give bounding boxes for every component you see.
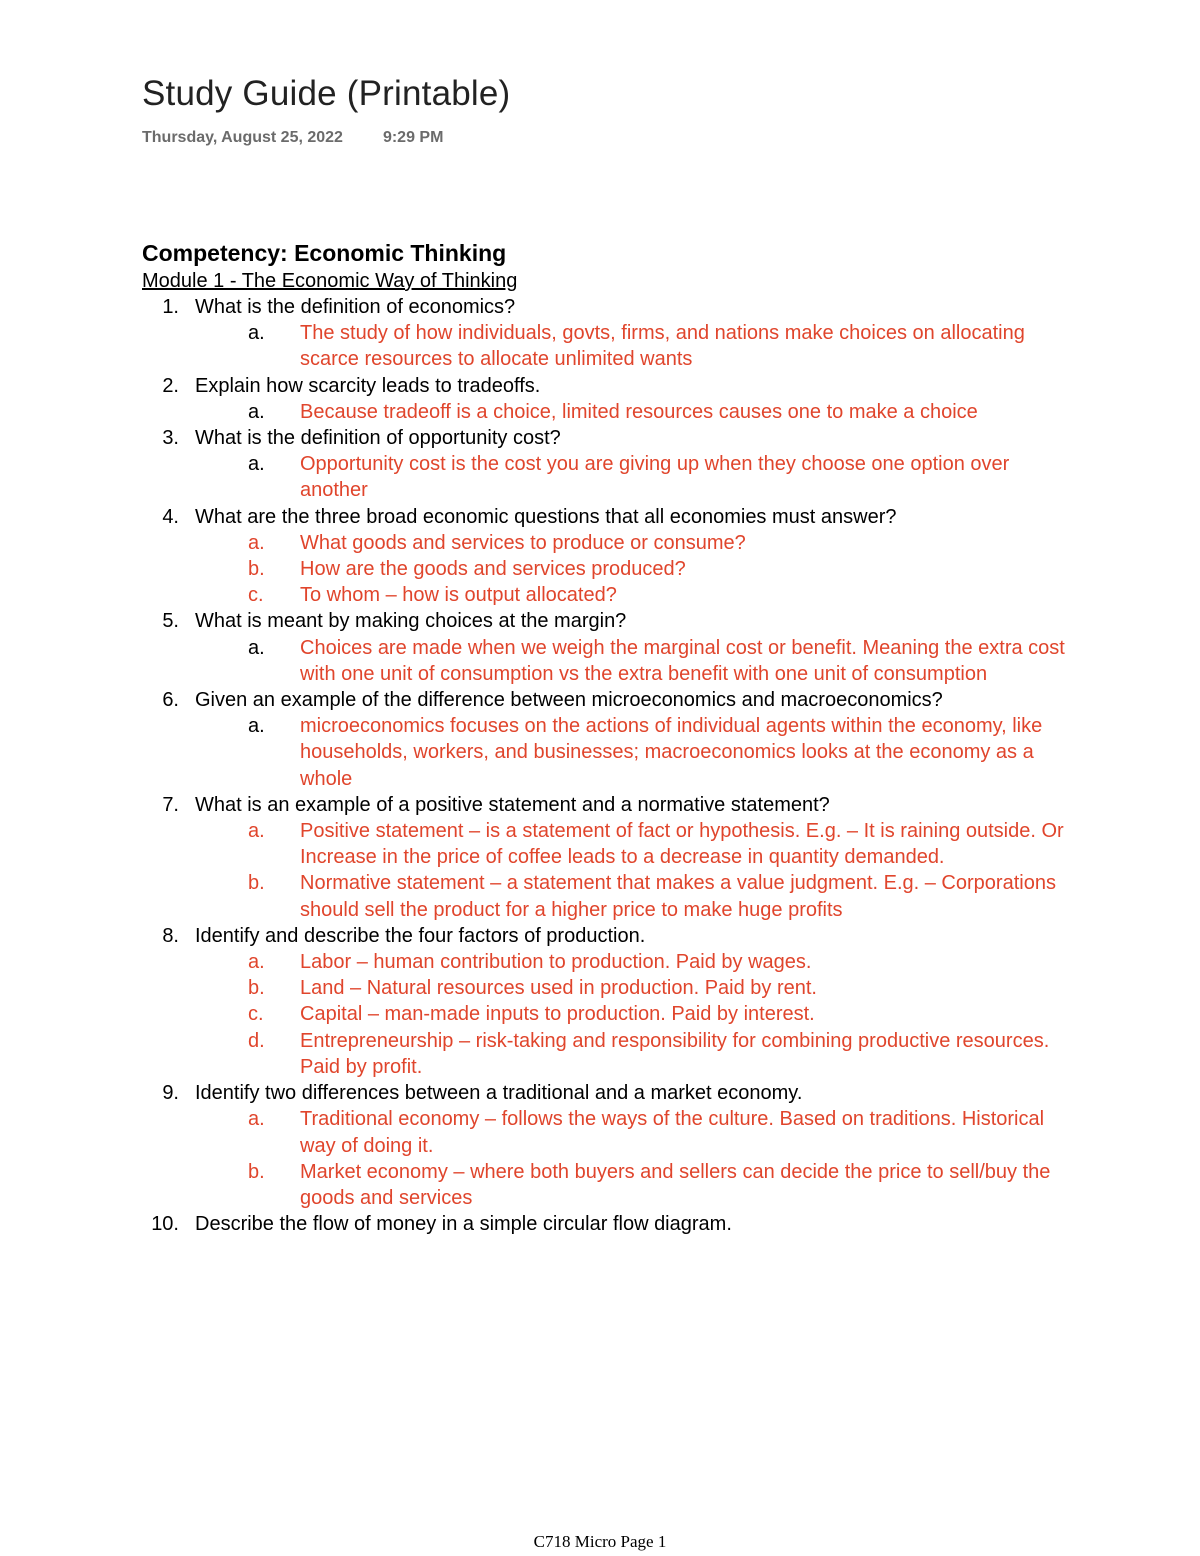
note-body xyxy=(142,238,1072,1237)
question-number: 9. xyxy=(162,1082,179,1105)
question-item xyxy=(142,923,1072,1080)
answer-item xyxy=(195,399,1072,425)
answer-text: Normative statement – a statement that makes a value judgment. E.g. – Corporations should sell the product for a higher price to make huge profits xyxy=(300,872,1056,921)
question-text: What are the three broad economic questions that all economies must answer? xyxy=(195,505,897,528)
question-item xyxy=(142,294,1072,373)
question-text: Explain how scarcity leads to tradeoffs. xyxy=(195,374,541,397)
competency-heading: Competency: Economic Thinking xyxy=(142,240,507,266)
question-list xyxy=(142,294,1072,1237)
question-item xyxy=(142,1080,1072,1211)
question-number: 1. xyxy=(162,296,179,318)
question-text: Identify and describe the four factors of production. xyxy=(195,924,646,947)
answer-text: Market economy – where both buyers and sellers can decide the price to sell/buy the goods and services xyxy=(300,1160,1051,1209)
answer-list xyxy=(195,635,1072,687)
answer-text: Choices are made when we weigh the marginal cost or benefit. Meaning the extra cost with one unit of consumption vs the extra benefit with one unit of consumption xyxy=(300,636,1065,685)
answer-item xyxy=(195,1028,1072,1080)
question-number: 10. xyxy=(151,1213,179,1236)
page-footer: C718 Micro Page 1 xyxy=(533,1532,667,1551)
question-number: 7. xyxy=(162,793,179,816)
question-number: 8. xyxy=(162,924,179,947)
note-date: Thursday, August 25, 2022 xyxy=(142,129,343,146)
answer-item xyxy=(195,530,1072,556)
answer-item xyxy=(195,949,1072,975)
answer-letter: a. xyxy=(248,951,265,974)
question-number: 5. xyxy=(162,610,179,633)
answer-list xyxy=(195,320,1072,372)
answer-text: Capital – man-made inputs to production. Paid by interest. xyxy=(300,1003,815,1026)
question-item xyxy=(142,1211,1072,1237)
answer-text: Positive statement – is a statement of fact or hypothesis. E.g. – It is raining outside. Or Increase in the price of coffee leads to a decrease in quantity demanded. xyxy=(300,820,1064,869)
answer-item xyxy=(195,975,1072,1001)
answer-letter: c. xyxy=(248,584,264,607)
question-text: Describe the flow of money in a simple circular flow diagram. xyxy=(195,1213,732,1236)
answer-list xyxy=(195,530,1072,609)
answer-item xyxy=(195,582,1072,608)
answer-item xyxy=(195,635,1072,687)
answer-text: How are the goods and services produced? xyxy=(300,558,686,581)
answer-letter: b. xyxy=(248,872,265,895)
answer-item xyxy=(195,451,1072,503)
answer-list xyxy=(195,399,1072,425)
answer-text: Entrepreneurship – risk-taking and responsibility for combining productive resources. Paid by profit. xyxy=(300,1029,1050,1078)
answer-item xyxy=(195,1001,1072,1027)
answer-letter: b. xyxy=(248,558,265,581)
answer-text: Labor – human contribution to production. Paid by wages. xyxy=(300,951,812,974)
question-item xyxy=(142,792,1072,923)
answer-letter: a. xyxy=(248,636,265,659)
question-item xyxy=(142,373,1072,425)
question-number: 4. xyxy=(162,505,179,528)
answer-item xyxy=(195,556,1072,582)
answer-letter: c. xyxy=(248,1003,264,1026)
question-text: Identify two differences between a traditional and a market economy. xyxy=(195,1082,803,1105)
question-item xyxy=(142,425,1072,504)
answer-item xyxy=(195,1159,1072,1211)
answer-letter: b. xyxy=(248,1160,265,1183)
answer-letter: d. xyxy=(248,1029,265,1052)
answer-letter: a. xyxy=(248,1108,265,1131)
question-item xyxy=(142,504,1072,609)
question-item xyxy=(142,608,1072,687)
module-heading: Module 1 - The Economic Way of Thinking xyxy=(142,270,518,292)
answer-list xyxy=(195,818,1072,923)
answer-list xyxy=(195,1106,1072,1211)
answer-item xyxy=(195,818,1072,870)
answer-text: To whom – how is output allocated? xyxy=(300,584,617,607)
question-number: 6. xyxy=(162,689,179,712)
question-text: What is meant by making choices at the margin? xyxy=(195,610,627,633)
page-title: Study Guide (Printable) xyxy=(142,74,511,113)
answer-item xyxy=(195,320,1072,372)
answer-text: Opportunity cost is the cost you are giving up when they choose one option over another xyxy=(300,453,1010,502)
answer-text: Traditional economy – follows the ways of the culture. Based on traditions. Historical way of doing it. xyxy=(300,1108,1045,1157)
answer-letter: a. xyxy=(248,715,265,738)
answer-text: The study of how individuals, govts, firms, and nations make choices on allocating scarce resources to allocate unlimited wants xyxy=(300,322,1025,371)
answer-letter: a. xyxy=(248,531,265,554)
question-text: What is the definition of economics? xyxy=(195,296,516,318)
answer-letter: a. xyxy=(248,400,265,423)
answer-item xyxy=(195,713,1072,792)
question-number: 2. xyxy=(162,374,179,397)
question-text: What is an example of a positive statement and a normative statement? xyxy=(195,793,830,816)
answer-list xyxy=(195,713,1072,792)
answer-letter: a. xyxy=(248,820,265,843)
question-text: Given an example of the difference between microeconomics and macroeconomics? xyxy=(195,689,943,712)
answer-text: microeconomics focuses on the actions of individual agents within the economy, like households, workers, and businesses; macroeconomics looks at the economy as a whole xyxy=(300,715,1043,790)
answer-text: What goods and services to produce or consume? xyxy=(300,531,746,554)
answer-item xyxy=(195,870,1072,922)
answer-letter: a. xyxy=(248,453,265,476)
answer-text: Because tradeoff is a choice, limited resources causes one to make a choice xyxy=(300,400,978,423)
note-timestamp xyxy=(142,129,443,147)
answer-list xyxy=(195,949,1072,1080)
question-number: 3. xyxy=(162,427,179,450)
question-item xyxy=(142,687,1072,792)
note-time: 9:29 PM xyxy=(382,129,444,146)
answer-letter: b. xyxy=(248,977,265,1000)
answer-list xyxy=(195,451,1072,503)
answer-text: Land – Natural resources used in production. Paid by rent. xyxy=(300,977,817,1000)
answer-item xyxy=(195,1106,1072,1158)
answer-letter: a. xyxy=(248,322,265,345)
question-text: What is the definition of opportunity cost? xyxy=(195,427,561,450)
